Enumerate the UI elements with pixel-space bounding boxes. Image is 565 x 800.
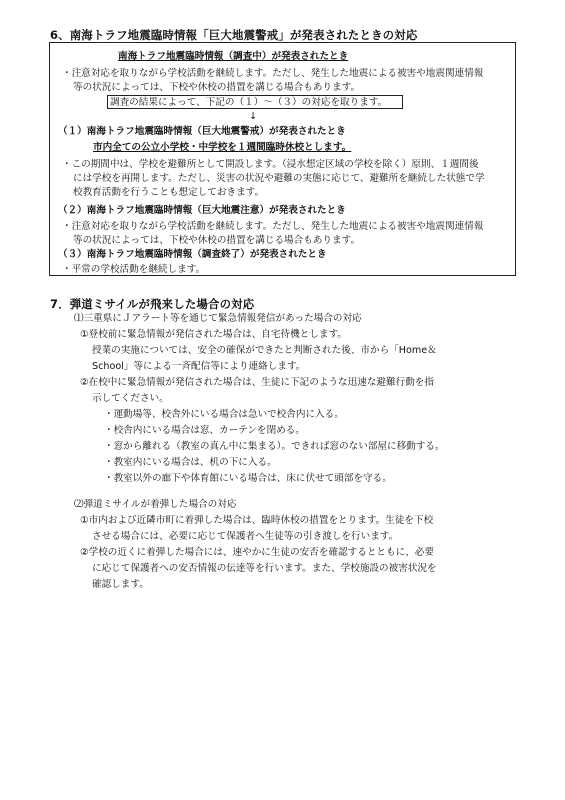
section7-heading: 7．弾道ミサイルが飛来した場合の対応 [50,297,255,311]
case1-line: ・この期間中は、学校を避難所として開設します。（浸水想定区域の学校を除く）原則、１週間後 [62,159,479,170]
bullet-item: ・教室以外の廊下や体育館にいる場合は、床に伏せて頭部を守る。 [104,473,392,484]
subsection2-heading: ⑵弾道ミサイルが着弾した場合の対応 [74,499,237,510]
down-arrow-icon: ↓ [249,111,258,122]
box-line: ・注意対応を取りながら学校活動を継続します。ただし、発生した地震による被害や地震関連情報 [62,68,484,79]
case1-title: （１）南海トラフ地震臨時情報（巨大地震警戒）が発表されたとき [58,126,346,137]
bullet-item: ・教室内にいる場合は、机の下に入る。 [104,457,277,468]
bullet-item: ・校舎内にいる場合は窓、カーテンを閉める。 [104,425,305,436]
case2-title: （２）南海トラフ地震臨時情報（巨大地震注意）が発表されたとき [58,205,346,216]
case2-line: 等の状況によっては、下校や休校の措置を講じる場合もあります。 [73,235,361,246]
case3-title: （３）南海トラフ地震臨時情報（調査終了）が発表されたとき [58,249,327,260]
bullet-item: ・窓から離れる（教室の真ん中に集まる）。できれば窓のない部屋に移動する。 [104,441,445,452]
section6-heading: 6、南海トラフ地震臨時情報「巨大地震警戒」が発表されたときの対応 [50,28,418,42]
list-item: ①登校前に緊急情報が発信された場合は、自宅待機とします。 [80,329,347,340]
list-item-cont: 示してください。 [92,393,169,404]
list-item-cont: School」等による一斉配信等により連絡します。 [92,361,306,372]
list-item-cont: に応じて保護者への安否情報の伝達等を行います。また、学校施設の被害状況を [92,563,437,574]
bullet-item: ・運動場等、校舎外にいる場合は急いで校舎内に入る。 [104,409,344,420]
list-item-cont: させる場合には、必要に応じて保護者へ生徒等の引き渡しを行います。 [92,531,399,542]
case2-line: ・注意対応を取りながら学校活動を継続します。ただし、発生した地震による被害や地震関連情報 [62,221,484,232]
case1-line: には学校を再開します。ただし、災害の状況や避難の実態に応じて、避難所を継続した状態で学 [73,173,485,184]
list-item: ②学校の近くに着弾した場合には、速やかに生徒の安否を確認するとともに、必要 [80,547,434,558]
case1-subtitle: 市内全ての公立小学校・中学校を１週間臨時休校とします。 [93,142,352,153]
list-item-cont: 確認します。 [92,579,149,590]
case1-line: 校教育活動を行うことも想定しておきます。 [73,187,265,198]
subsection1-heading: ⑴三重県にＪアラート等を通じて緊急情報発信があった場合の対応 [74,313,362,324]
result-note: 調査の結果によって、下記の（１）～（３）の対応を取ります。 [110,97,388,108]
list-item: ②在校中に緊急情報が発信された場合は、生徒に下記のような迅速な避難行動を指 [80,377,434,388]
box-title: 南海トラフ地震臨時情報（調査中）が発表されたとき [118,51,349,62]
case3-line: ・平常の学校活動を継続します。 [62,264,206,275]
list-item: ①市内および近隣市町に着弾した場合は、臨時休校の措置をとります。生徒を下校 [80,515,434,526]
box-line: 等の状況によっては、下校や休校の措置を講じる場合もあります。 [73,82,361,93]
list-item-cont: 授業の実施については、安全の確保ができたと判断された後、市から「Home＆ [92,345,437,356]
